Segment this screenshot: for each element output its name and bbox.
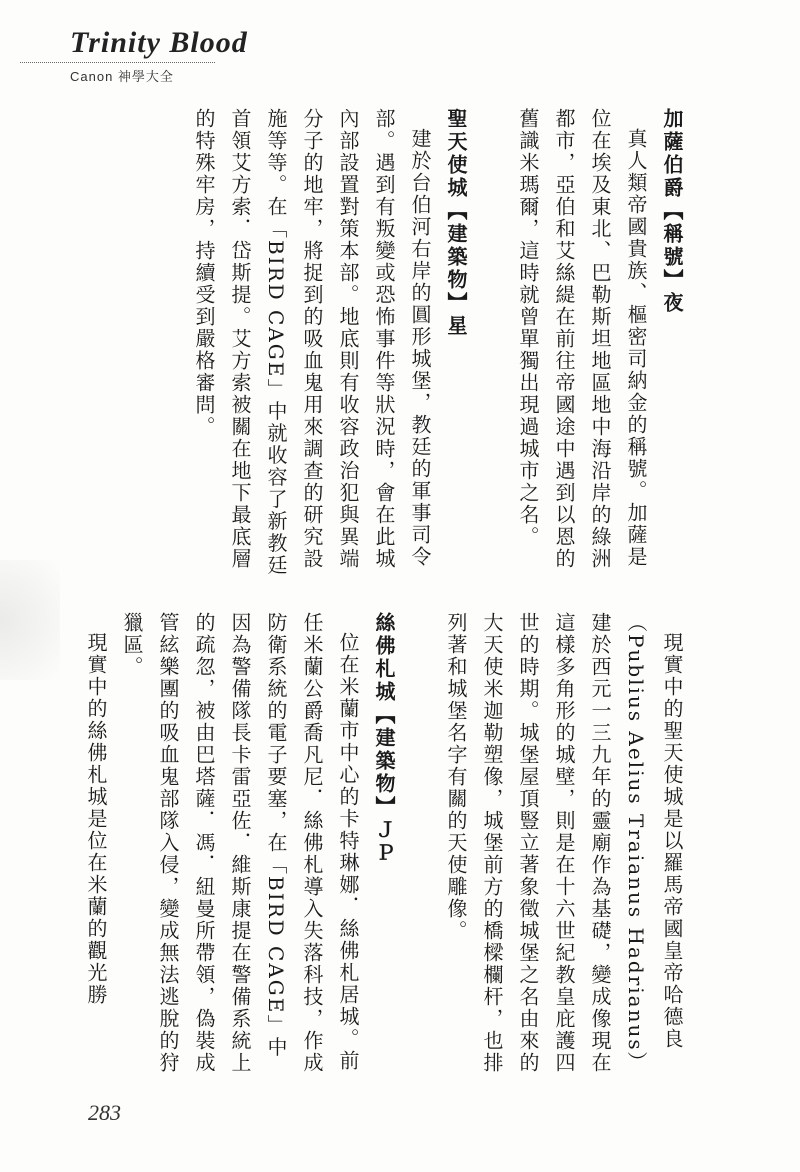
- header-dotted-rule: [20, 62, 215, 63]
- entry-body-sforza-castle: 位在米蘭市中心的卡特琳娜．絲佛札居城。前任米蘭公爵喬凡尼．絲佛札導入失落科技，作成防衛系統的電子要塞，在「BIRD CAGE」中因為警備隊長卡雷亞佐．維斯康提在警備系統上的疏忽，被由巴塔薩．馮．紐曼所帶領，偽裝成管絃樂團的吸血鬼部隊入侵，變成無法逃脫的狩獵區。: [120, 612, 360, 1074]
- entry-body-sforza-castle-reality: 現實中的絲佛札城是位在米蘭的觀光勝: [84, 632, 108, 1006]
- blank-line: [402, 612, 438, 1080]
- page-number: 283: [88, 1100, 121, 1125]
- running-header-title: Trinity Blood: [70, 26, 248, 59]
- entry-title-gaza-count: 加薩伯爵【稱號】夜: [660, 108, 684, 315]
- top-text-block: [186, 108, 690, 578]
- bottom-text-block: [78, 612, 690, 1080]
- entry-body-castel-santangelo-reality: 現實中的聖天使城是以羅馬帝國皇帝哈德良（Publius Aelius Traianus Hadrianus）建於西元一三九年的靈廟作為基礎，變成像現在這樣多角形的城壁，則是在十六世紀教皇庇護四世的時期。城堡屋頂豎立著象徵城堡之名由來的大天使米迦勒塑像，城堡前方的橋樑欄杆，也排列著和城堡名字有關的天使雕像。: [444, 612, 684, 1074]
- running-header-subtitle: Canon 神學大全: [70, 69, 174, 84]
- entry-body-gaza-count: 真人類帝國貴族、樞密司納金的稱號。加薩是位在埃及東北、巴勒斯坦地區地中海沿岸的綠洲都市，亞伯和艾絲緹在前往帝國途中遇到以恩的舊識米瑪爾，這時就曾單獨出現過城市之名。: [516, 108, 648, 570]
- entry-body-castel-santangelo: 建於台伯河右岸的圓形城堡，教廷的軍事司令部。遇到有叛變或恐怖事件等狀況時，會在此城內部設置對策本部。地底則有收容政治犯與異端分子的地牢，將捉到的吸血鬼用來調查的研究設施等等。在「BIRD CAGE」中就收容了新教廷首領艾方索．岱斯提。艾方索被關在地下最底層的特殊牢房，持續受到嚴格審問。: [192, 108, 432, 577]
- blank-line: [474, 108, 510, 578]
- entry-title-sforza-castle: 絲佛札城【建築物】ＪＰ: [372, 612, 396, 865]
- scan-shadow: [0, 560, 60, 680]
- entry-title-castel-santangelo: 聖天使城【建築物】星: [444, 108, 468, 338]
